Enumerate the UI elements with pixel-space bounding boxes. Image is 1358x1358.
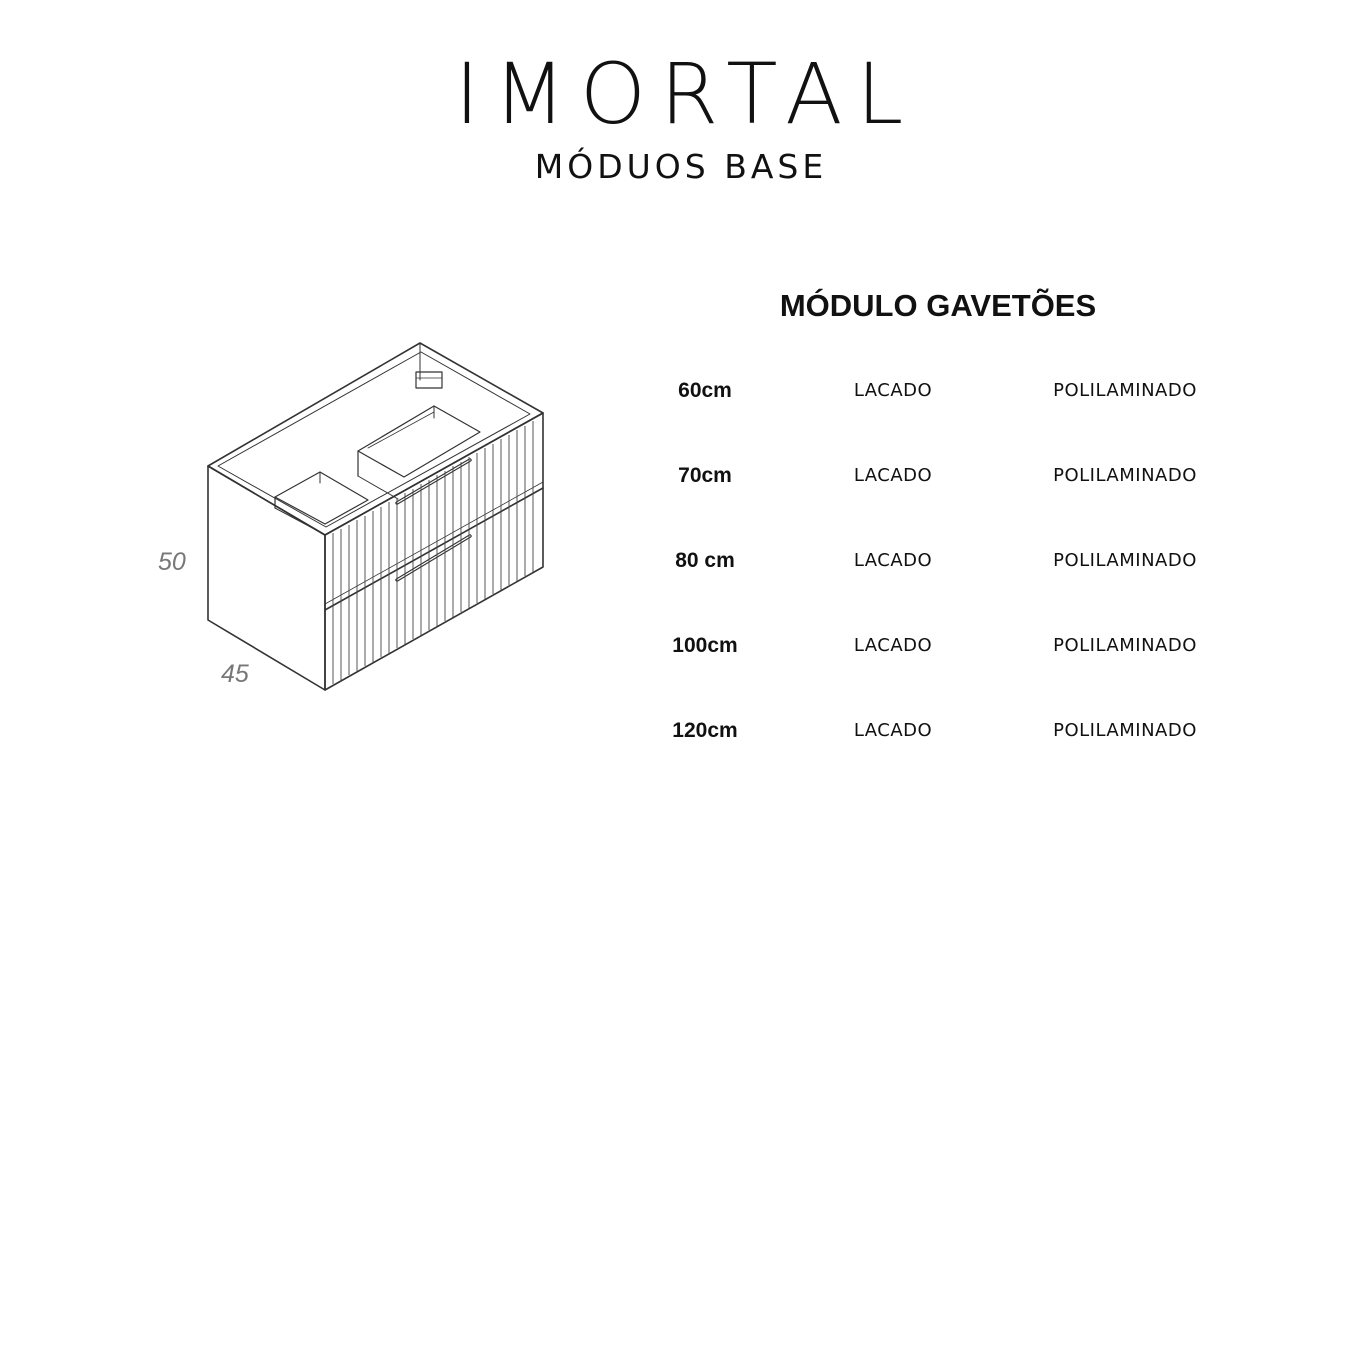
option-row-100 bbox=[0, 631, 1358, 661]
depth-dimension-label: 45 bbox=[221, 660, 249, 688]
option-finish-polilaminado: POLILAMINADO bbox=[1053, 720, 1197, 741]
option-finish-polilaminado: POLILAMINADO bbox=[1053, 550, 1197, 571]
option-size: 70cm bbox=[678, 464, 732, 487]
option-finish-polilaminado: POLILAMINADO bbox=[1053, 635, 1197, 656]
option-row-60 bbox=[0, 376, 1358, 406]
option-finish-lacado: LACADO bbox=[853, 720, 933, 741]
option-size: 60cm bbox=[678, 379, 732, 402]
option-finish-lacado: LACADO bbox=[853, 380, 933, 401]
brand-subtitle: MÓDUOS BASE bbox=[534, 147, 828, 186]
option-finish-polilaminado: POLILAMINADO bbox=[1053, 465, 1197, 486]
option-row-120 bbox=[0, 716, 1358, 746]
option-finish-lacado: LACADO bbox=[853, 465, 933, 486]
option-finish-polilaminado: POLILAMINADO bbox=[1053, 380, 1197, 401]
height-dimension-label: 50 bbox=[158, 548, 186, 576]
option-size: 120cm bbox=[672, 719, 738, 742]
brand-title: IMORTAL bbox=[454, 45, 918, 143]
option-finish-lacado: LACADO bbox=[853, 635, 933, 656]
option-row-80 bbox=[0, 546, 1358, 576]
option-row-70 bbox=[0, 461, 1358, 491]
section-title: MÓDULO GAVETÕES bbox=[779, 288, 1097, 323]
option-size: 100cm bbox=[672, 634, 738, 657]
option-size: 80 cm bbox=[675, 549, 735, 572]
option-finish-lacado: LACADO bbox=[853, 550, 933, 571]
